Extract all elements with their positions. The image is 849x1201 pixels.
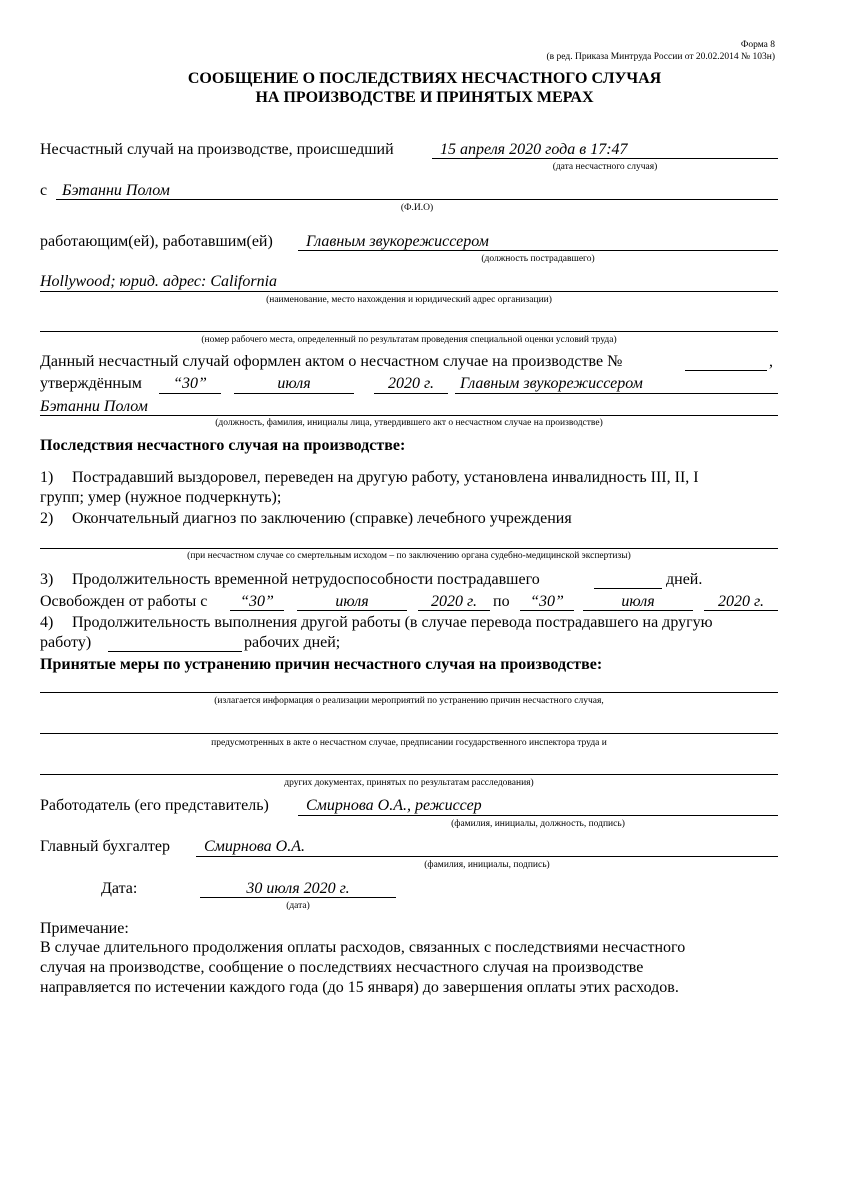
position-value: Главным звукорежиссером <box>306 233 489 250</box>
position-line <box>298 250 778 251</box>
act-comma: , <box>769 353 773 370</box>
date-caption: (дата) <box>286 901 310 911</box>
released-from-day-line <box>230 610 284 611</box>
note-line3: направляется по истечении каждого года (до 15 января) до завершения оплаты этих расходов. <box>40 979 679 996</box>
released-from-month-line <box>297 610 407 611</box>
item2-number: 2) <box>40 510 54 527</box>
item3-number: 3) <box>40 571 54 588</box>
released-from-year: 2020 г. <box>430 593 478 610</box>
employer-label: Работодатель (его представитель) <box>40 797 269 814</box>
date-value: 30 июля 2020 г. <box>246 880 350 897</box>
other-work-days-line <box>108 651 242 652</box>
approved-day-line <box>159 393 221 394</box>
item1-number: 1) <box>40 469 54 486</box>
approver-position-line <box>455 393 778 394</box>
with-label: с <box>40 182 48 199</box>
item4-number: 4) <box>40 614 54 631</box>
item3-days-label: дней. <box>666 571 703 588</box>
approved-month: июля <box>277 375 311 392</box>
released-to-month: июля <box>621 593 655 610</box>
approver-position: Главным звукорежиссером <box>460 375 643 392</box>
position-caption: (должность пострадавшего) <box>481 254 595 264</box>
organization-caption: (наименование, место нахождения и юридический адрес организации) <box>266 295 552 305</box>
act-number-line <box>685 370 767 371</box>
employer-value: Смирнова О.А., режиссер <box>306 797 482 814</box>
released-from-day: “30” <box>240 593 274 610</box>
released-from-month: июля <box>335 593 369 610</box>
accountant-caption: (фамилия, инициалы, подпись) <box>424 860 550 870</box>
organization-value: Hollywood; юрид. адрес: California <box>40 273 278 290</box>
approved-day: “30” <box>173 375 207 392</box>
approver-name: Бэтанни Полом <box>40 398 148 415</box>
approver-name-line <box>40 415 778 416</box>
released-to-year: 2020 г. <box>717 593 765 610</box>
measures-line2 <box>40 733 778 734</box>
item1-line2: групп; умер (нужное подчеркнуть); <box>40 489 282 506</box>
note-title: Примечание: <box>40 920 129 937</box>
approved-year: 2020 г. <box>387 375 435 392</box>
diagnosis-caption: (при несчастном случае со смертельным исходом – по заключению органа судебно-медицинской экспертизы) <box>187 551 631 561</box>
approved-month-line <box>234 393 354 394</box>
measures-caption3: других документах, принятых по результатам расследования) <box>284 778 534 788</box>
released-to-label: по <box>493 593 510 610</box>
measures-line1 <box>40 692 778 693</box>
form-edition: (в ред. Приказа Минтруда России от 20.02.2014 № 103н) <box>546 52 775 62</box>
released-to-day: “30” <box>530 593 564 610</box>
employer-line <box>298 815 778 816</box>
working-label: работающим(ей), работавшим(ей) <box>40 233 273 250</box>
workplace-caption: (номер рабочего места, определенный по результатам проведения специальной оценки условий труда) <box>201 335 617 345</box>
organization-line <box>40 291 778 292</box>
item2-text: Окончательный диагноз по заключению (справке) лечебного учреждения <box>72 510 572 527</box>
note-line2: случая на производстве, сообщение о последствиях несчастного случая на производстве <box>40 959 644 976</box>
released-to-month-line <box>583 610 693 611</box>
measures-line3 <box>40 774 778 775</box>
accountant-line <box>196 856 778 857</box>
form-number: Форма 8 <box>740 40 775 50</box>
document-title-line2: НА ПРОИЗВОДСТВЕ И ПРИНЯТЫХ МЕРАХ <box>255 89 594 106</box>
item4-line1: Продолжительность выполнения другой работы (в случае перевода пострадавшего на другую <box>72 614 713 631</box>
workplace-line <box>40 331 778 332</box>
victim-name-value: Бэтанни Полом <box>62 182 170 199</box>
act-text: Данный несчастный случай оформлен актом о несчастном случае на производстве № <box>40 353 623 370</box>
measures-caption1: (излагается информация о реализации мероприятий по устранению причин несчастного случая, <box>214 696 604 706</box>
victim-name-line <box>56 199 778 200</box>
item4-line2b: рабочих дней; <box>244 634 341 651</box>
incident-label: Несчастный случай на производстве, происшедший <box>40 141 394 158</box>
item3-text: Продолжительность временной нетрудоспособности пострадавшего <box>72 571 540 588</box>
accountant-label: Главный бухгалтер <box>40 838 170 855</box>
released-to-day-line <box>520 610 574 611</box>
incident-date-caption: (дата несчастного случая) <box>552 162 658 172</box>
incident-date-line <box>432 158 778 159</box>
consequences-heading: Последствия несчастного случая на производстве: <box>40 437 406 454</box>
employer-caption: (фамилия, инициалы, должность, подпись) <box>451 819 625 829</box>
released-from-year-line <box>418 610 490 611</box>
released-label: Освобожден от работы с <box>40 593 208 610</box>
approved-year-line <box>374 393 448 394</box>
approved-label: утверждённым <box>40 375 142 392</box>
measures-heading: Принятые меры по устранению причин несчастного случая на производстве: <box>40 656 603 673</box>
accountant-value: Смирнова О.А. <box>204 838 305 855</box>
date-label: Дата: <box>101 880 138 897</box>
item4-line2a: работу) <box>40 634 92 651</box>
document-title-line1: СООБЩЕНИЕ О ПОСЛЕДСТВИЯХ НЕСЧАСТНОГО СЛУЧАЯ <box>187 70 662 87</box>
released-to-year-line <box>704 610 778 611</box>
item1-line1: Пострадавший выздоровел, переведен на другую работу, установлена инвалидность III, II, I <box>72 469 699 486</box>
diagnosis-line <box>40 548 778 549</box>
incident-date-value: 15 апреля 2020 года в 17:47 <box>440 141 628 158</box>
victim-name-caption: (Ф.И.О) <box>400 203 434 213</box>
approver-caption: (должность, фамилия, инициалы лица, утвердившего акт о несчастном случае на производстве) <box>215 418 603 428</box>
disability-days-line <box>594 588 662 589</box>
measures-caption2: предусмотренных в акте о несчастном случае, предписании государственного инспектора труда и <box>211 738 607 748</box>
date-line <box>200 897 396 898</box>
note-line1: В случае длительного продолжения оплаты расходов, связанных с последствиями несчастного <box>40 939 686 956</box>
